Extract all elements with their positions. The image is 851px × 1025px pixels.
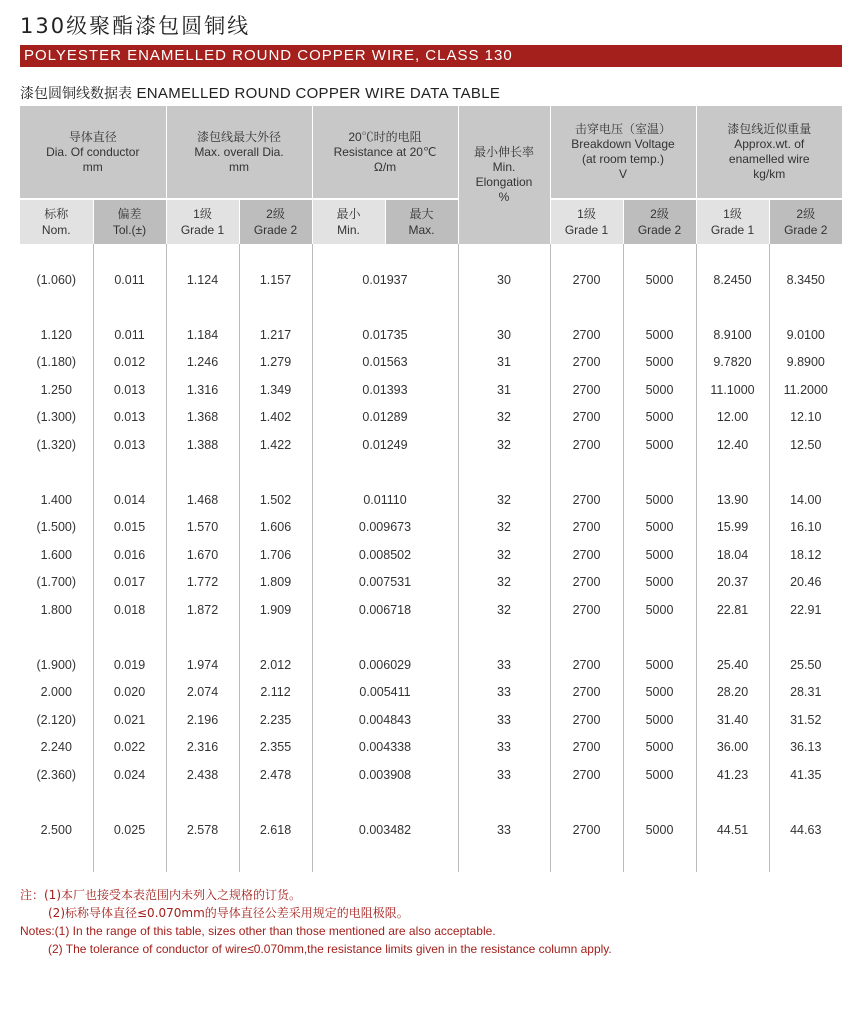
cell-bv-grade1: 2700	[550, 733, 623, 760]
cell-resistance: 0.008502	[312, 541, 458, 568]
header-overall-grade2: 2级 Grade 2	[239, 199, 312, 244]
cell-bv-grade2: 5000	[623, 761, 696, 788]
cell-wt-grade2: 31.52	[769, 706, 842, 733]
cell-nom: 1.600	[40, 547, 72, 562]
cell-wt-grade1: 12.00	[696, 404, 769, 431]
cell-overall-grade1: 1.772	[166, 569, 239, 596]
table-row	[20, 514, 842, 541]
spacer-row	[20, 293, 842, 321]
cell-nom: (1.500)	[36, 520, 77, 535]
table-row	[20, 816, 842, 843]
cell-overall-grade2: 1.502	[239, 486, 312, 513]
cell-elongation: 31	[458, 376, 550, 403]
cell-elongation: 32	[458, 404, 550, 431]
header-res-max: 最大 Max.	[385, 199, 458, 244]
cell-overall-grade2: 2.235	[239, 706, 312, 733]
cell-elongation: 33	[458, 733, 550, 760]
cell-nom: (2.120)	[36, 712, 77, 727]
table-row	[20, 761, 842, 788]
bottom-spacer-row	[20, 844, 842, 872]
cell-wt-grade2: 9.8900	[769, 349, 842, 376]
cell-nom: 1.250	[40, 382, 72, 397]
cell-elongation: 32	[458, 514, 550, 541]
header-conductor: 导体直径 Dia. Of conductor mm	[20, 106, 166, 199]
cell-overall-grade1: 1.246	[166, 349, 239, 376]
header-res-min: 最小 Min.	[312, 199, 385, 244]
cell-elongation: 30	[458, 321, 550, 348]
note-cn-1: 注：(1)本厂也接受本表范围内未列入之规格的订货。	[20, 888, 302, 902]
cell-elongation: 32	[458, 569, 550, 596]
cell-tol: 0.018	[93, 596, 166, 623]
cell-bv-grade2: 5000	[623, 706, 696, 733]
cell-resistance: 0.01735	[312, 321, 458, 348]
cell-bv-grade1: 2700	[550, 431, 623, 458]
spacer-row	[20, 244, 842, 266]
cell-resistance: 0.003908	[312, 761, 458, 788]
cell-wt-grade2: 11.2000	[769, 376, 842, 403]
header-breakdown: 击穿电压（室温） Breakdown Voltage (at room temp.) V	[550, 106, 696, 199]
table-row	[20, 376, 842, 403]
cell-elongation: 33	[458, 816, 550, 843]
cell-overall-grade2: 1.402	[239, 404, 312, 431]
cell-elongation: 32	[458, 541, 550, 568]
cell-tol: 0.011	[93, 266, 166, 293]
cell-nom: 2.500	[40, 822, 72, 837]
cell-overall-grade2: 1.422	[239, 431, 312, 458]
cell-bv-grade2: 5000	[623, 486, 696, 513]
header-overall-grade1: 1级 Grade 1	[166, 199, 239, 244]
cell-bv-grade2: 5000	[623, 376, 696, 403]
cell-wt-grade2: 9.0100	[769, 321, 842, 348]
cell-tol: 0.013	[93, 376, 166, 403]
table-row	[20, 706, 842, 733]
subtitle-cn: 漆包圆铜线数据表	[20, 86, 132, 102]
cell-tol: 0.016	[93, 541, 166, 568]
cell-nom: (1.700)	[36, 575, 77, 590]
table-row	[20, 679, 842, 706]
cell-bv-grade2: 5000	[623, 569, 696, 596]
cell-tol: 0.019	[93, 651, 166, 678]
cell-overall-grade2: 1.809	[239, 569, 312, 596]
header-wt-grade1: 1级 Grade 1	[696, 199, 769, 244]
header-tol: 偏差 Tol.(±)	[93, 199, 166, 244]
cell-bv-grade1: 2700	[550, 376, 623, 403]
cell-nom: (1.320)	[36, 437, 77, 452]
cell-bv-grade2: 5000	[623, 541, 696, 568]
cell-elongation: 32	[458, 431, 550, 458]
cell-overall-grade2: 1.157	[239, 266, 312, 293]
cell-tol: 0.017	[93, 569, 166, 596]
cell-wt-grade2: 14.00	[769, 486, 842, 513]
cell-overall-grade2: 2.618	[239, 816, 312, 843]
cell-tol: 0.021	[93, 706, 166, 733]
cell-wt-grade2: 22.91	[769, 596, 842, 623]
cell-elongation: 31	[458, 349, 550, 376]
cell-wt-grade2: 18.12	[769, 541, 842, 568]
cell-overall-grade1: 1.388	[166, 431, 239, 458]
header-wt-grade2: 2级 Grade 2	[769, 199, 842, 244]
cell-bv-grade1: 2700	[550, 706, 623, 733]
cell-resistance: 0.01393	[312, 376, 458, 403]
cell-nom: (1.300)	[36, 410, 77, 425]
cell-nom: 1.400	[40, 493, 72, 508]
cell-resistance: 0.007531	[312, 569, 458, 596]
cell-wt-grade2: 8.3450	[769, 266, 842, 293]
cell-wt-grade1: 28.20	[696, 679, 769, 706]
cell-wt-grade2: 16.10	[769, 514, 842, 541]
cell-bv-grade1: 2700	[550, 596, 623, 623]
table-row	[20, 349, 842, 376]
cell-bv-grade2: 5000	[623, 651, 696, 678]
cell-overall-grade1: 1.124	[166, 266, 239, 293]
cell-bv-grade2: 5000	[623, 431, 696, 458]
cell-elongation: 32	[458, 596, 550, 623]
spacer-row	[20, 623, 842, 651]
title-banner: POLYESTER ENAMELLED ROUND COPPER WIRE, CLASS 130	[20, 45, 842, 67]
cell-elongation: 33	[458, 761, 550, 788]
cell-tol: 0.011	[93, 321, 166, 348]
cell-nom: (1.180)	[36, 355, 77, 370]
cell-bv-grade2: 5000	[623, 596, 696, 623]
cell-wt-grade1: 13.90	[696, 486, 769, 513]
cell-tol: 0.025	[93, 816, 166, 843]
cell-wt-grade2: 20.46	[769, 569, 842, 596]
cell-wt-grade1: 18.04	[696, 541, 769, 568]
cell-overall-grade1: 1.974	[166, 651, 239, 678]
cell-resistance: 0.004338	[312, 733, 458, 760]
cell-resistance: 0.004843	[312, 706, 458, 733]
cell-tol: 0.012	[93, 349, 166, 376]
cell-overall-grade1: 1.570	[166, 514, 239, 541]
header-bv-grade1: 1级 Grade 1	[550, 199, 623, 244]
cell-wt-grade2: 25.50	[769, 651, 842, 678]
cell-bv-grade1: 2700	[550, 651, 623, 678]
cell-bv-grade2: 5000	[623, 679, 696, 706]
cell-nom: (1.900)	[36, 657, 77, 672]
cell-wt-grade1: 20.37	[696, 569, 769, 596]
cell-tol: 0.015	[93, 514, 166, 541]
cell-overall-grade1: 1.184	[166, 321, 239, 348]
header-weight: 漆包线近似重量 Approx.wt. of enamelled wire kg/km	[696, 106, 842, 199]
table-row	[20, 569, 842, 596]
cell-tol: 0.024	[93, 761, 166, 788]
cell-overall-grade1: 2.074	[166, 679, 239, 706]
header-nom: 标称 Nom.	[20, 199, 93, 244]
cell-resistance: 0.01937	[312, 266, 458, 293]
cell-bv-grade2: 5000	[623, 404, 696, 431]
cell-tol: 0.014	[93, 486, 166, 513]
cell-bv-grade2: 5000	[623, 349, 696, 376]
cell-nom: 2.000	[40, 685, 72, 700]
header-resistance: 20℃时的电阻 Resistance at 20℃ Ω/m	[312, 106, 458, 199]
cell-nom: 2.240	[40, 740, 72, 755]
cell-nom: (2.360)	[36, 767, 77, 782]
cell-overall-grade1: 2.196	[166, 706, 239, 733]
cell-wt-grade1: 9.7820	[696, 349, 769, 376]
cell-overall-grade2: 1.217	[239, 321, 312, 348]
cell-overall-grade2: 2.355	[239, 733, 312, 760]
cell-resistance: 0.003482	[312, 816, 458, 843]
cell-resistance: 0.01249	[312, 431, 458, 458]
table-row	[20, 651, 842, 678]
cell-bv-grade1: 2700	[550, 266, 623, 293]
cell-bv-grade1: 2700	[550, 404, 623, 431]
cell-overall-grade2: 1.909	[239, 596, 312, 623]
cell-overall-grade1: 1.670	[166, 541, 239, 568]
cell-overall-grade2: 2.112	[239, 679, 312, 706]
cell-elongation: 30	[458, 266, 550, 293]
cell-bv-grade1: 2700	[550, 541, 623, 568]
note-en-2: (2) The tolerance of conductor of wire≤0.070mm,the resistance limits given in the resistance column apply.	[48, 942, 612, 956]
cell-wt-grade1: 31.40	[696, 706, 769, 733]
cell-overall-grade2: 1.606	[239, 514, 312, 541]
spacer-row	[20, 788, 842, 816]
cell-resistance: 0.01110	[312, 486, 458, 513]
cell-overall-grade1: 1.368	[166, 404, 239, 431]
cell-wt-grade1: 8.9100	[696, 321, 769, 348]
header-elongation: 最小伸长率 Min. Elongation %	[458, 106, 550, 244]
cell-overall-grade2: 1.279	[239, 349, 312, 376]
cell-resistance: 0.009673	[312, 514, 458, 541]
cell-elongation: 33	[458, 651, 550, 678]
cell-tol: 0.022	[93, 733, 166, 760]
cell-resistance: 0.005411	[312, 679, 458, 706]
cell-nom: 1.800	[40, 602, 72, 617]
cell-wt-grade1: 41.23	[696, 761, 769, 788]
cell-bv-grade1: 2700	[550, 321, 623, 348]
cell-bv-grade2: 5000	[623, 816, 696, 843]
cell-wt-grade2: 36.13	[769, 733, 842, 760]
cell-wt-grade1: 44.51	[696, 816, 769, 843]
cell-wt-grade1: 36.00	[696, 733, 769, 760]
cell-bv-grade1: 2700	[550, 816, 623, 843]
cell-wt-grade2: 28.31	[769, 679, 842, 706]
table-row	[20, 266, 842, 293]
cell-elongation: 32	[458, 486, 550, 513]
cell-wt-grade1: 25.40	[696, 651, 769, 678]
cell-resistance: 0.006029	[312, 651, 458, 678]
table-row	[20, 431, 842, 458]
cell-wt-grade1: 8.2450	[696, 266, 769, 293]
note-en-1: Notes:(1) In the range of this table, sizes other than those mentioned are also acceptable.	[20, 924, 496, 938]
cell-tol: 0.013	[93, 431, 166, 458]
table-row	[20, 733, 842, 760]
cell-elongation: 33	[458, 679, 550, 706]
cell-overall-grade1: 2.316	[166, 733, 239, 760]
cell-resistance: 0.01289	[312, 404, 458, 431]
cell-wt-grade1: 11.1000	[696, 376, 769, 403]
table-row	[20, 596, 842, 623]
note-cn-2: (2)标称导体直径≤0.070mm的导体直径公差采用规定的电阻极限。	[48, 906, 409, 920]
table-body	[20, 244, 842, 872]
table-subtitle	[20, 83, 500, 103]
cell-overall-grade2: 1.349	[239, 376, 312, 403]
cell-overall-grade1: 1.468	[166, 486, 239, 513]
wire-data-table	[20, 106, 842, 872]
page-title: 130级聚酯漆包圆铜线	[20, 14, 251, 38]
cell-overall-grade1: 1.316	[166, 376, 239, 403]
subtitle-en: ENAMELLED ROUND COPPER WIRE DATA TABLE	[136, 85, 501, 102]
cell-overall-grade1: 1.872	[166, 596, 239, 623]
cell-bv-grade1: 2700	[550, 349, 623, 376]
cell-bv-grade2: 5000	[623, 266, 696, 293]
table-row	[20, 541, 842, 568]
cell-wt-grade1: 22.81	[696, 596, 769, 623]
cell-wt-grade1: 15.99	[696, 514, 769, 541]
cell-resistance: 0.01563	[312, 349, 458, 376]
spacer-row	[20, 458, 842, 486]
cell-wt-grade2: 41.35	[769, 761, 842, 788]
cell-bv-grade1: 2700	[550, 761, 623, 788]
cell-wt-grade1: 12.40	[696, 431, 769, 458]
cell-bv-grade1: 2700	[550, 514, 623, 541]
notes	[20, 886, 612, 958]
cell-wt-grade2: 12.10	[769, 404, 842, 431]
cell-bv-grade1: 2700	[550, 569, 623, 596]
table-row	[20, 486, 842, 513]
header-overall-dia: 漆包线最大外径 Max. overall Dia. mm	[166, 106, 312, 199]
cell-wt-grade2: 12.50	[769, 431, 842, 458]
header-bv-grade2: 2级 Grade 2	[623, 199, 696, 244]
cell-wt-grade2: 44.63	[769, 816, 842, 843]
cell-overall-grade1: 2.438	[166, 761, 239, 788]
cell-tol: 0.020	[93, 679, 166, 706]
cell-bv-grade2: 5000	[623, 514, 696, 541]
cell-elongation: 33	[458, 706, 550, 733]
cell-tol: 0.013	[93, 404, 166, 431]
table-row	[20, 321, 842, 348]
cell-overall-grade1: 2.578	[166, 816, 239, 843]
cell-nom: 1.120	[40, 328, 72, 343]
cell-bv-grade2: 5000	[623, 321, 696, 348]
cell-overall-grade2: 2.012	[239, 651, 312, 678]
cell-nom: (1.060)	[36, 272, 77, 287]
cell-bv-grade2: 5000	[623, 733, 696, 760]
table-row	[20, 404, 842, 431]
cell-bv-grade1: 2700	[550, 679, 623, 706]
cell-bv-grade1: 2700	[550, 486, 623, 513]
cell-resistance: 0.006718	[312, 596, 458, 623]
cell-overall-grade2: 1.706	[239, 541, 312, 568]
cell-overall-grade2: 2.478	[239, 761, 312, 788]
